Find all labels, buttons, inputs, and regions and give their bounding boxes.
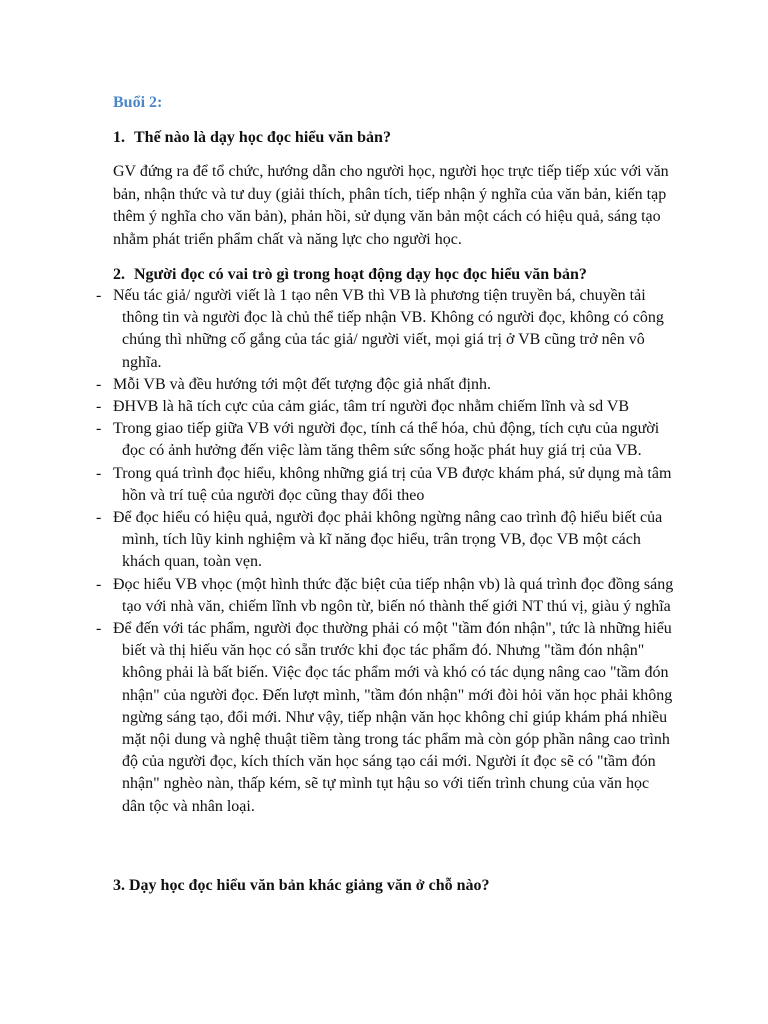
bullet-text: Để đọc hiểu có hiệu quả, người đọc phải không ngừng nâng cao trình độ hiểu biết của mình, tích lũy kinh nghiệm và kĩ năng đọc hiểu, trân trọng VB, đọc VB một cách khách quan, toàn vẹn.	[113, 509, 663, 571]
section-2-heading	[113, 264, 587, 286]
bullet-item	[96, 463, 676, 507]
section-2-bullet-list	[96, 285, 676, 818]
bullet-text: Trong quá trình đọc hiểu, không những giá trị của VB được khám phá, sử dụng mà tâm hồn và trí tuệ của người đọc cũng thay đổi theo	[113, 464, 672, 504]
bullet-dash: -	[96, 464, 102, 482]
section-2-number: 2.	[113, 266, 125, 283]
section-1-paragraph: GV đứng ra để tổ chức, hướng dẫn cho người học, người học trực tiếp tiếp xúc với văn bản, nhận thức và tư duy (giải thích, phân tích, tiếp nhận ý nghĩa của văn bản, kiến tạp thêm ý nghĩa cho văn bản), phản hồi, sử dụng văn bản một cách có hiệu quả, sáng tạo nhằm phát triển phẩm chất và năng lực cho người học.	[113, 163, 669, 248]
bullet-text: Mỗi VB và đều hướng tới một đết tượng độc giả nhất định.	[113, 375, 491, 393]
bullet-item	[96, 285, 676, 374]
section-1-heading	[113, 127, 391, 149]
bullet-dash: -	[96, 287, 102, 304]
section-1-heading-text: Thế nào là dạy học đọc hiểu văn bản?	[134, 129, 391, 146]
bullet-item	[96, 507, 676, 574]
bullet-text: Để đến với tác phẩm, người đọc thường phải có một "tầm đón nhận", tức là những hiểu biết và thị hiếu văn học có sẵn trước khi đọc tác phẩm đó. Nhưng "tầm đón nhận" không phải là bất biến. Việc đọc tác phẩm mới và khó có tác dụng nâng cao "tầm đón nhận" của người đọc. Đến lượt mình, "tầm đón nhận" mới đòi hỏi văn học phải không ngừng sáng tạo, đổi mới. Như vậy, tiếp nhận văn học không chỉ giúp khám phá nhiều mặt nội dung và nghệ thuật tiềm tàng trong tác phẩm mà còn góp phần nâng cao trình độ của người đọc, kích thích văn học sáng tạo cái mới. Người ít đọc sẽ có "tầm đón nhận" nghèo nàn, thấp kém, sẽ tự mình tụt hậu so với tiến trình chung của văn học dân tộc và nhân loại.	[113, 620, 673, 815]
bullet-item	[96, 574, 676, 618]
bullet-item	[96, 396, 676, 418]
bullet-text: ĐHVB là hã tích cực của cảm giác, tâm trí người đọc nhằm chiếm lĩnh và sd VB	[113, 398, 630, 416]
bullet-dash: -	[96, 398, 102, 416]
bullet-dash: -	[96, 375, 102, 393]
section-2-heading-text: Người đọc có vai trò gì trong hoạt động dạy học đọc hiểu văn bản?	[134, 266, 587, 283]
bullet-text: Trong giao tiếp giữa VB với người đọc, tính cá thể hóa, chủ động, tích cựu của người đọc có ảnh hưởng đến việc làm tăng thêm sức sống hoặc phát huy giá trị của VB.	[113, 420, 660, 460]
bullet-item	[96, 418, 676, 462]
bullet-text: Nếu tác giả/ người viết là 1 tạo nên VB thì VB là phương tiện truyền bá, chuyền tải thông tin và người đọc là chủ thể tiếp nhận VB. Không có người đọc, không có công chúng thì những cố gắng của tác giả/ người viết, mọi giá trị ở VB cũng trở nên vô nghĩa.	[113, 287, 664, 371]
session-title: Buổi 2:	[113, 94, 163, 111]
bullet-item	[96, 618, 676, 818]
bullet-dash: -	[96, 509, 102, 527]
bullet-item	[96, 374, 676, 396]
bullet-dash: -	[96, 575, 102, 593]
bullet-dash: -	[96, 420, 102, 438]
section-1-number: 1.	[113, 129, 125, 146]
section-3-heading: 3. Dạy học đọc hiểu văn bản khác giảng văn ở chỗ nào?	[113, 877, 490, 894]
bullet-dash: -	[96, 620, 102, 638]
bullet-text: Đọc hiểu VB vhọc (một hình thức đặc biệt của tiếp nhận vb) là quá trình đọc đồng sáng tạo với nhà văn, chiếm lĩnh vb ngôn từ, biến nó thành thế giới NT thú vị, giàu ý nghĩa	[113, 575, 674, 615]
